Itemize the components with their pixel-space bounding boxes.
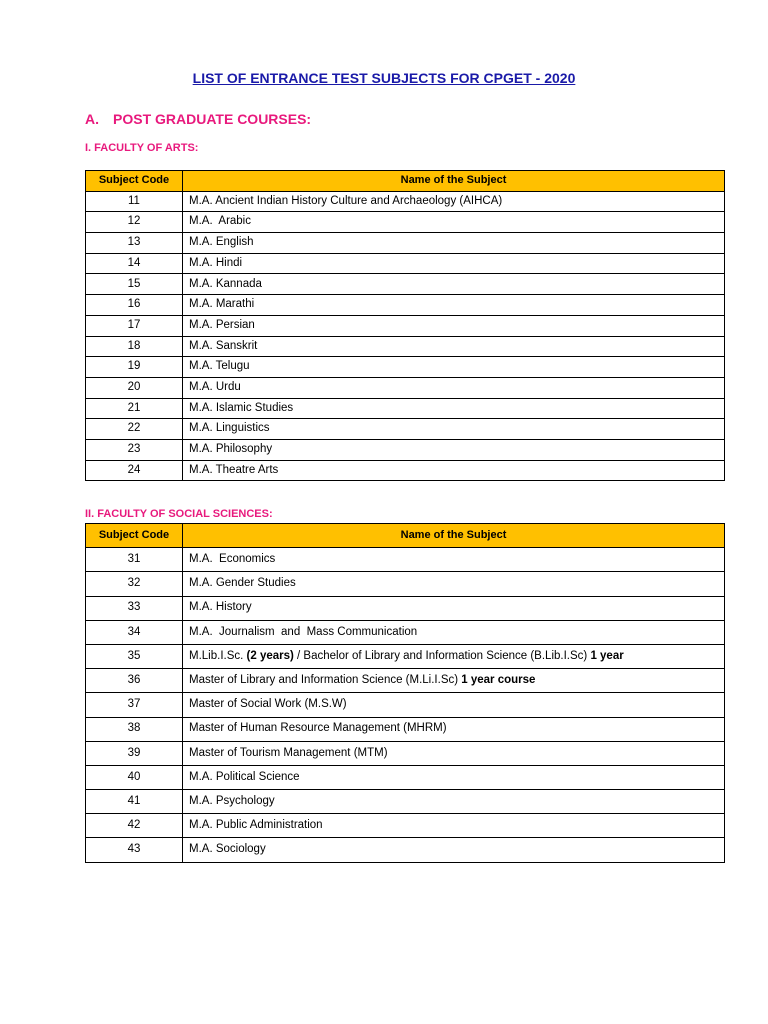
subject-name-cell: M.A. Marathi <box>183 295 725 316</box>
subject-code-cell: 14 <box>86 253 183 274</box>
subject-name-cell: M.A. Persian <box>183 315 725 336</box>
table-row <box>86 233 725 254</box>
table-row <box>86 790 725 814</box>
subject-code-cell: 17 <box>86 315 183 336</box>
subject-name-cell: M.A. Sociology <box>183 838 725 862</box>
subject-name-text: / Bachelor of Library and Information Science (B.Lib.I.Sc) <box>293 649 591 662</box>
subject-name-cell: M.A. English <box>183 233 725 254</box>
subject-name-cell: M.A. Psychology <box>183 790 725 814</box>
table-row <box>86 572 725 596</box>
table-row <box>86 274 725 295</box>
table-row <box>86 336 725 357</box>
social-sciences-subjects-table <box>85 523 725 863</box>
table-row <box>86 838 725 862</box>
subject-name-text: Master of Library and Information Science (M.Li.I.Sc) <box>189 673 462 686</box>
faculty-heading-arts: I. FACULTY OF ARTS: <box>85 142 199 154</box>
subject-code-cell: 39 <box>86 741 183 765</box>
table-row <box>86 191 725 212</box>
section-letter: A. <box>85 111 99 127</box>
subject-name-cell: M.A. Ancient Indian History Culture and Archaeology (AIHCA) <box>183 191 725 212</box>
table-row <box>86 357 725 378</box>
subject-code-cell: 31 <box>86 548 183 572</box>
subject-name-cell: M.A. Sanskrit <box>183 336 725 357</box>
table-row <box>86 548 725 572</box>
subject-name-cell: M.A. Economics <box>183 548 725 572</box>
table-row <box>86 398 725 419</box>
subject-name-cell: M.A. Philosophy <box>183 439 725 460</box>
subject-code-cell: 43 <box>86 838 183 862</box>
column-header-code: Subject Code <box>86 171 183 192</box>
subject-name-cell: M.A. Arabic <box>183 212 725 233</box>
subject-code-cell: 16 <box>86 295 183 316</box>
table-row <box>86 460 725 481</box>
subject-code-cell: 33 <box>86 596 183 620</box>
table-row <box>86 814 725 838</box>
subject-name-cell: M.A. Kannada <box>183 274 725 295</box>
social-sciences-table-body <box>86 548 725 862</box>
table-row <box>86 253 725 274</box>
subject-code-cell: 22 <box>86 419 183 440</box>
subject-code-cell: 42 <box>86 814 183 838</box>
subject-name-cell: M.A. Political Science <box>183 765 725 789</box>
subject-code-cell: 12 <box>86 212 183 233</box>
subject-name-emphasis: (2 years) <box>246 649 294 662</box>
table-row <box>86 620 725 644</box>
subject-name-cell: M.A. Hindi <box>183 253 725 274</box>
section-heading <box>85 111 311 127</box>
subject-name-cell <box>183 644 725 668</box>
table-row <box>86 693 725 717</box>
subject-code-cell: 37 <box>86 693 183 717</box>
subject-name-cell: M.A. Gender Studies <box>183 572 725 596</box>
subject-name-cell: Master of Social Work (M.S.W) <box>183 693 725 717</box>
column-header-name: Name of the Subject <box>183 171 725 192</box>
faculty-heading-social-sciences: II. FACULTY OF SOCIAL SCIENCES: <box>85 508 273 520</box>
table-row <box>86 419 725 440</box>
subject-code-cell: 34 <box>86 620 183 644</box>
subject-code-cell: 23 <box>86 439 183 460</box>
subject-code-cell: 21 <box>86 398 183 419</box>
subject-name-cell: M.A. Linguistics <box>183 419 725 440</box>
subject-name-emphasis: 1 year course <box>461 673 536 686</box>
table-row <box>86 212 725 233</box>
subject-name-cell: M.A. Theatre Arts <box>183 460 725 481</box>
subject-name-emphasis: 1 year <box>590 649 624 662</box>
subject-name-cell: M.A. Public Administration <box>183 814 725 838</box>
subject-code-cell: 24 <box>86 460 183 481</box>
subject-name-cell: M.A. Urdu <box>183 377 725 398</box>
subject-code-cell: 40 <box>86 765 183 789</box>
section-label: POST GRADUATE COURSES: <box>113 111 312 127</box>
subject-name-cell: M.A. Journalism and Mass Communication <box>183 620 725 644</box>
subject-name-cell: Master of Tourism Management (MTM) <box>183 741 725 765</box>
table-row <box>86 717 725 741</box>
subject-code-cell: 13 <box>86 233 183 254</box>
table-row <box>86 295 725 316</box>
table-row <box>86 644 725 668</box>
table-row <box>86 315 725 336</box>
subject-name-cell: M.A. Telugu <box>183 357 725 378</box>
table-row <box>86 741 725 765</box>
subject-name-cell: M.A. History <box>183 596 725 620</box>
subject-code-cell: 32 <box>86 572 183 596</box>
table-row <box>86 439 725 460</box>
subject-code-cell: 35 <box>86 644 183 668</box>
subject-code-cell: 15 <box>86 274 183 295</box>
column-header-name: Name of the Subject <box>183 524 725 548</box>
table-header-row <box>86 524 725 548</box>
subject-name-cell: Master of Human Resource Management (MHRM) <box>183 717 725 741</box>
subject-code-cell: 11 <box>86 191 183 212</box>
subject-name-cell: M.A. Islamic Studies <box>183 398 725 419</box>
table-row <box>86 669 725 693</box>
subject-code-cell: 19 <box>86 357 183 378</box>
subject-name-cell <box>183 669 725 693</box>
subject-code-cell: 20 <box>86 377 183 398</box>
arts-subjects-table <box>85 170 725 481</box>
subject-code-cell: 36 <box>86 669 183 693</box>
column-header-code: Subject Code <box>86 524 183 548</box>
page-title: LIST OF ENTRANCE TEST SUBJECTS FOR CPGET - 2020 <box>192 70 576 86</box>
table-row <box>86 765 725 789</box>
table-row <box>86 377 725 398</box>
arts-table-body <box>86 191 725 481</box>
subject-code-cell: 18 <box>86 336 183 357</box>
table-row <box>86 596 725 620</box>
subject-code-cell: 38 <box>86 717 183 741</box>
subject-name-text: M.Lib.I.Sc. <box>189 649 247 662</box>
subject-code-cell: 41 <box>86 790 183 814</box>
table-header-row <box>86 171 725 192</box>
